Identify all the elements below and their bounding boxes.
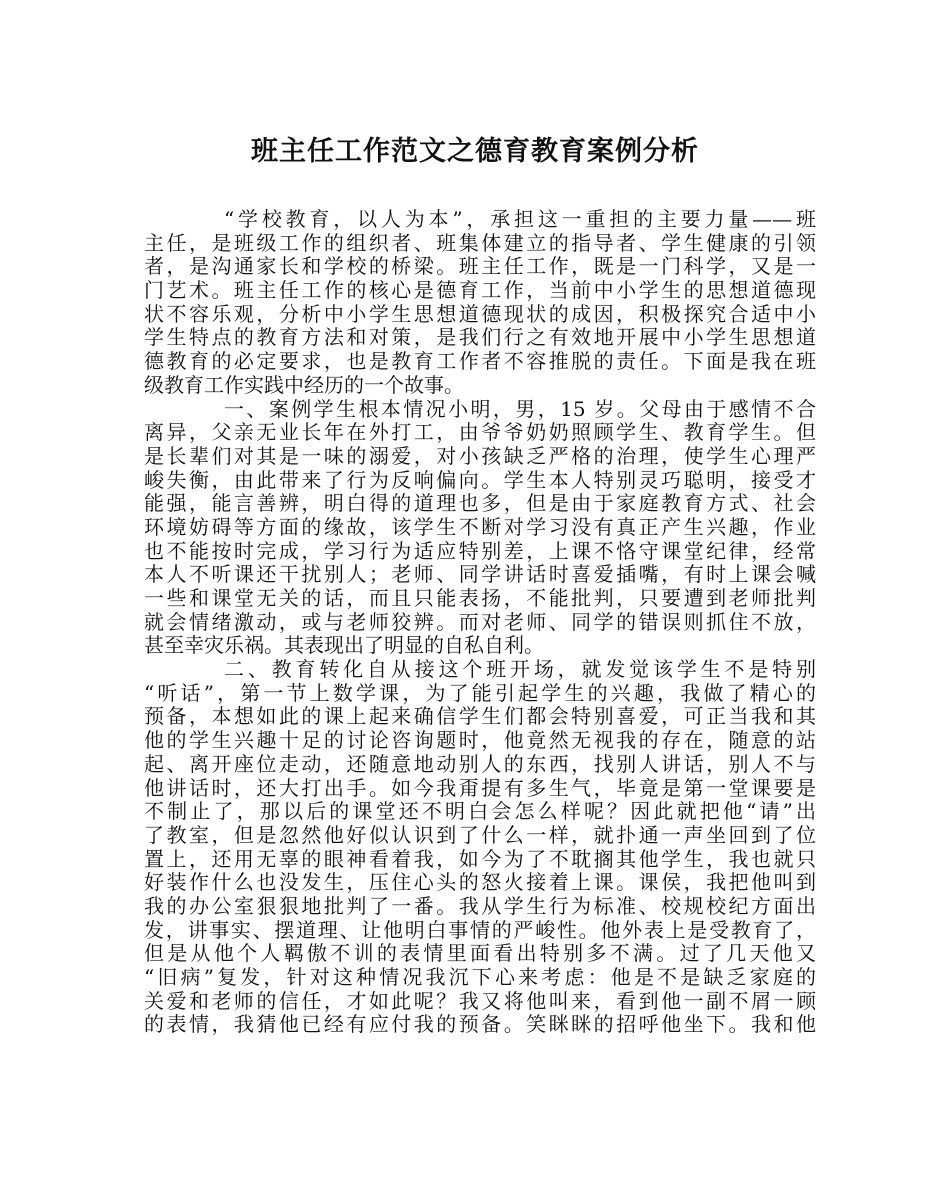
body-text-line: 预备，本想如此的课上起来确信学生们都会特别喜爱，可正当我和其 [144, 704, 816, 729]
body-text-line: 门艺术。班主任工作的核心是德育工作，当前中小学生的思想道德现 [144, 278, 816, 303]
document-body [144, 208, 816, 1037]
body-text-line: 的表情，我猜他已经有应付我的预备。笑眯眯的招呼他坐下。我和他 [144, 1012, 816, 1037]
body-text-line: 能强，能言善辨，明白得的道理也多，但是由于家庭教育方式、社会 [144, 491, 816, 516]
body-text-line: 级教育工作实践中经历的一个故事。 [144, 372, 464, 397]
body-text-line: 本人不听课还干扰别人；老师、同学讲话时喜爱插嘴，有时上课会喊 [144, 562, 816, 587]
body-text-line: 二、教育转化自从接这个班开场，就发觉该学生不是特别 [224, 657, 816, 682]
body-text-line: 但是从他个人羁傲不训的表情里面看出特别多不满。过了几天他又 [144, 941, 816, 966]
body-text-line: “旧病”复发，针对这种情况我沉下心来考虑：他是不是缺乏家庭的 [144, 965, 816, 989]
body-text-line: 就会情绪激动，或与老师狡辨。而对老师、同学的错误则抓住不放， [144, 609, 816, 634]
body-text-line: 了教室，但是忽然他好似认识到了什么一样，就扑通一声坐回到了位 [144, 822, 816, 847]
body-text-line: 不制止了，那以后的课堂还不明白会怎么样呢？因此就把他“请”出 [144, 799, 816, 824]
body-text-line: “学校教育，以人为本”，承担这一重担的主要力量——班 [224, 207, 816, 231]
body-text-line: “听话”，第一节上数学课，为了能引起学生的兴趣，我做了精心的 [144, 680, 816, 705]
body-text-line: 置上，还用无辜的眼神看着我，如今为了不耽搁其他学生，我也就只 [144, 846, 816, 871]
document-title: 班主任工作范文之德育教育案例分析 [251, 136, 699, 167]
body-text-line: 关爱和老师的信任，才如此呢？我又将他叫来，看到他一副不屑一顾 [144, 988, 816, 1013]
body-text-line: 离异，父亲无业长年在外打工，由爷爷奶奶照顾学生、教育学生。但 [144, 420, 816, 445]
body-text-line: 状不容乐观，分析中小学生思想道德现状的成因，积极探究合适中小 [144, 301, 816, 326]
body-text-line: 好装作什么也没发生，压住心头的怒火接着上课。课侯，我把他叫到 [144, 870, 816, 895]
body-text-line: 发，讲事实、摆道理、让他明白事情的严峻性。他外表上是受教育了， [144, 917, 816, 942]
body-text-line: 他讲话时，还大打出手。如今我甭提有多生气，毕竟是第一堂课要是 [144, 775, 816, 800]
body-text-line: 学生特点的教育方法和对策，是我们行之有效地开展中小学生思想道 [144, 325, 816, 350]
body-text-line: 是长辈们对其是一味的溺爱，对小孩缺乏严格的治理，使学生心理严 [144, 443, 816, 468]
body-text-line: 他的学生兴趣十足的讨论咨询题时，他竟然无视我的存在，随意的站 [144, 728, 816, 753]
body-text-line: 环境妨碍等方面的缘故，该学生不断对学习没有真正产生兴趣，作业 [144, 514, 816, 539]
body-text-line: 德教育的必定要求，也是教育工作者不容推脱的责任。下面是我在班 [144, 349, 816, 374]
body-text-line: 也不能按时完成，学习行为适应特别差，上课不恪守课堂纪律，经常 [144, 538, 816, 563]
body-text-line: 甚至幸灾乐祸。其表现出了明显的自私自利。 [144, 633, 544, 658]
body-text-line: 峻失衡，由此带来了行为反响偏向。学生本人特别灵巧聪明，接受才 [144, 467, 816, 492]
body-text-line: 我的办公室狠狠地批判了一番。我从学生行为标准、校规校纪方面出 [144, 893, 816, 918]
body-text-line: 一些和课堂无关的话，而且只能表扬，不能批判，只要遭到老师批判 [144, 586, 816, 610]
body-text-line: 一、案例学生根本情况小明，男，15 岁。父母由于感情不合 [224, 396, 816, 421]
body-text-line: 起、离开座位走动，还随意地动别人的东西，找别人讲话，别人不与 [144, 751, 816, 776]
body-text-line: 者，是沟通家长和学校的桥梁。班主任工作，既是一门科学，又是一 [144, 254, 816, 279]
body-text-line: 主任，是班级工作的组织者、班集体建立的指导者、学生健康的引领 [144, 230, 816, 255]
